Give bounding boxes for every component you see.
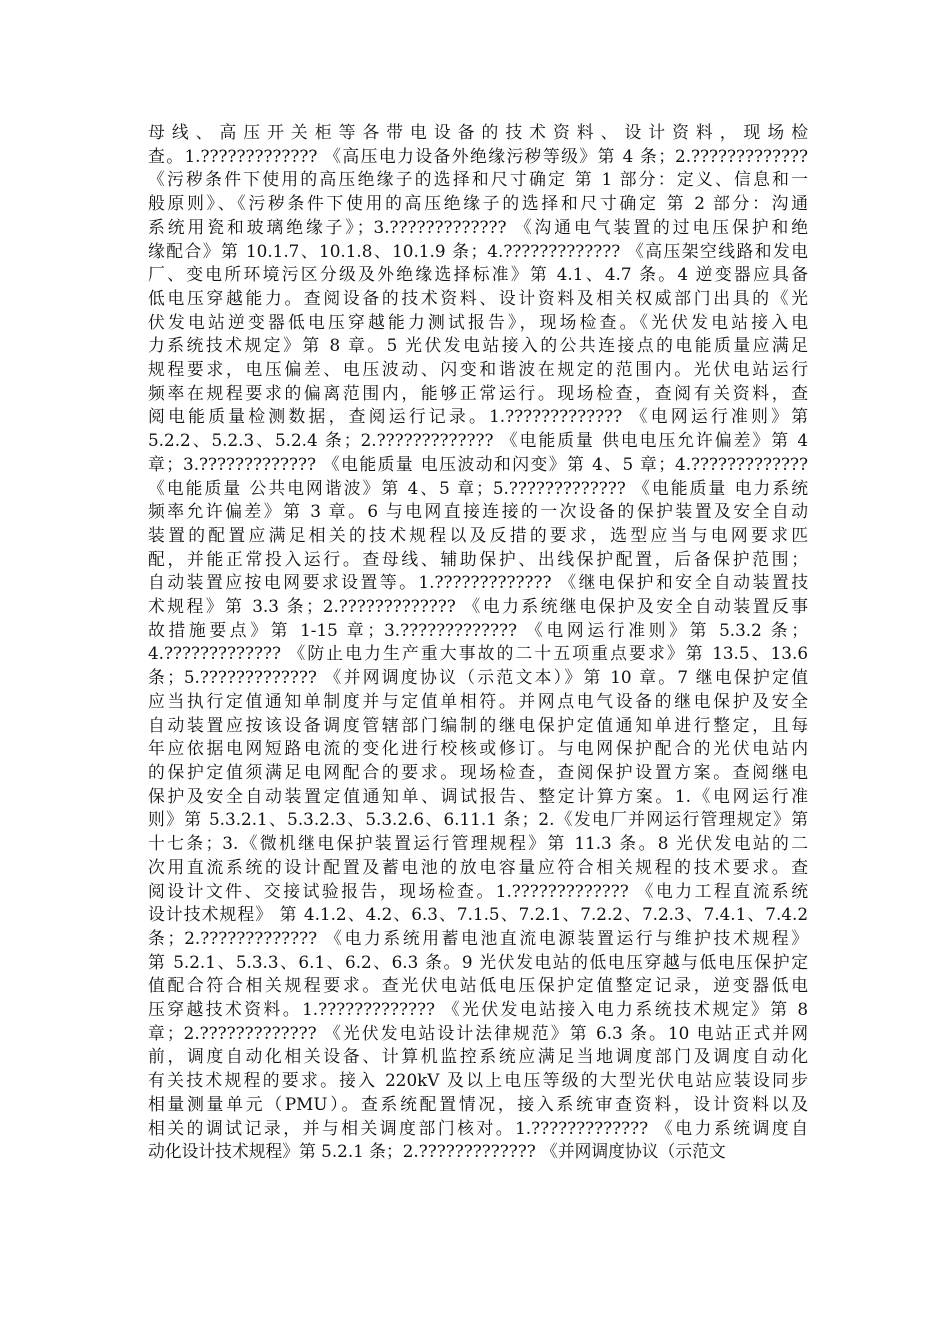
text-line: 频率允许偏差》第 3 章。6 与电网直接连接的一次设备的保护装置及安全自动 bbox=[148, 501, 808, 522]
text-line: 4.????????????? 《防止电力生产重大事故的二十五项重点要求》第 13.5、13.6 bbox=[148, 643, 808, 664]
text-line: 压穿越技术资料。1.????????????? 《光伏发电站接入电力系统技术规定》第 8 bbox=[148, 999, 808, 1020]
text-line: 自动装置应按该设备调度管辖部门编制的继电保护定值通知单进行整定，且每 bbox=[148, 714, 808, 735]
text-line: 年应依据电网短路电流的变化进行校核或修订。与电网保护配合的光伏电站内 bbox=[148, 738, 808, 759]
text-line: 《污秽条件下使用的高压绝缘子的选择和尺寸确定 第 1 部分：定义、信息和一 bbox=[148, 169, 808, 190]
text-line: 装置的配置应满足相关的技术规程以及反措的要求，选型应当与电网要求匹 bbox=[148, 524, 808, 545]
text-line: 自动装置应按电网要求设置等。1.????????????? 《继电保护和安全自动装置技 bbox=[148, 572, 808, 593]
text-line: 伏发电站逆变器低电压穿越能力测试报告》，现场检查。《光伏发电站接入电 bbox=[148, 311, 808, 332]
text-line: 相关的调试记录，并与相关调度部门核对。1.????????????? 《电力系统调度自 bbox=[148, 1117, 808, 1138]
text-line: 值配合符合相关规程要求。查光伏电站低电压保护定值整定记录，逆变器低电 bbox=[148, 975, 808, 996]
text-line: 母线、高压开关柜等各带电设备的技术资料、设计资料，现场检 bbox=[148, 122, 808, 142]
text-line: 阅设计文件、交接试验报告，现场检查。1.????????????? 《电力工程直流系统 bbox=[148, 880, 808, 901]
text-line: 力系统技术规定》第 8 章。5 光伏发电站接入的公共连接点的电能质量应满足 bbox=[148, 335, 808, 356]
text-line: 相量测量单元（PMU）。查系统配置情况，接入系统审查资料，设计资料以及 bbox=[148, 1093, 808, 1114]
text-line: 前，调度自动化相关设备、计算机监控系统应满足当地调度部门及调度自动化 bbox=[148, 1046, 808, 1067]
text-line: 频率在规程要求的偏离范围内，能够正常运行。现场检查，查阅有关资料，查 bbox=[148, 382, 808, 403]
text-line: 5.2.2、5.2.3、5.2.4 条；2.????????????? 《电能质量 供电电压允许偏差》第 4 bbox=[148, 430, 808, 451]
text-line: 般原则》、《污秽条件下使用的高压绝缘子的选择和尺寸确定 第 2 部分：沟通 bbox=[148, 193, 808, 214]
text-line: 术规程》第 3.3 条；2.????????????? 《电力系统继电保护及安全自动装置反事 bbox=[148, 596, 808, 617]
text-line: 保护及安全自动装置定值通知单、调试报告、整定计算方案。1.《电网运行准 bbox=[148, 785, 808, 806]
text-line: 章；2.????????????? 《光伏发电站设计法律规范》第 6.3 条。10 电站正式并网 bbox=[148, 1022, 808, 1043]
text-line: 系统用瓷和玻璃绝缘子》；3.????????????? 《沟通电气装置的过电压保护和绝 bbox=[148, 216, 808, 237]
text-line: 有关技术规程的要求。接入 220kV 及以上电压等级的大型光伏电站应装设同步 bbox=[148, 1070, 808, 1091]
text-line: 第 5.2.1、5.3.3、6.1、6.2、6.3 条。9 光伏发电站的低电压穿越与低电压保护定 bbox=[148, 951, 808, 972]
text-line: 设计技术规程》 第 4.1.2、4.2、6.3、7.1.5、7.2.1、7.2.2、7.2.3、7.4.1、7.4.2 bbox=[148, 904, 808, 925]
text-line: 章；3.????????????? 《电能质量 电压波动和闪变》第 4、5 章；4.????????????? bbox=[148, 453, 808, 474]
text-line: 低电压穿越能力。查阅设备的技术资料、设计资料及相关权威部门出具的《光 bbox=[148, 287, 808, 308]
text-line: 应当执行定值通知单制度并与定值单相符。并网点电气设备的继电保护及安全 bbox=[148, 690, 808, 711]
document-body bbox=[148, 121, 808, 1164]
text-line: 查。1.????????????? 《高压电力设备外绝缘污秽等级》第 4 条；2.????????????? bbox=[148, 145, 808, 166]
text-line: 条；2.????????????? 《电力系统用蓄电池直流电源装置运行与维护技术规程》 bbox=[148, 927, 808, 948]
text-line: 十七条；3.《微机继电保护装置运行管理规程》第 11.3 条。8 光伏发电站的二 bbox=[148, 833, 808, 854]
text-line: 《电能质量 公共电网谐波》第 4、5 章；5.????????????? 《电能质量 电力系统 bbox=[148, 477, 808, 498]
text-line: 动化设计技术规程》第 5.2.1 条；2.????????????? 《并网调度协议（示范文 bbox=[148, 1141, 726, 1162]
text-line: 阅电能质量检测数据，查阅运行记录。1.????????????? 《电网运行准则》第 bbox=[148, 406, 808, 427]
text-line: 次用直流系统的设计配置及蓄电池的放电容量应符合相关规程的技术要求。查 bbox=[148, 856, 808, 877]
text-line: 的保护定值须满足电网配合的要求。现场检查，查阅保护设置方案。查阅继电 bbox=[148, 761, 808, 782]
text-line: 条；5.????????????? 《并网调度协议（示范文本）》第 10 章。7 继电保护定值 bbox=[148, 667, 808, 688]
text-line: 故措施要点》第 1-15 章；3.????????????? 《电网运行准则》第 5.3.2 条； bbox=[148, 619, 808, 640]
text-line: 厂、变电所环境污区分级及外绝缘选择标准》第 4.1、4.7 条。4 逆变器应具备 bbox=[148, 264, 808, 285]
text-line: 缘配合》第 10.1.7、10.1.8、10.1.9 条；4.????????????? 《高压架空线路和发电 bbox=[148, 240, 808, 261]
text-line: 配，并能正常投入运行。查母线、辅助保护、出线保护配置，后备保护范围； bbox=[148, 548, 808, 569]
text-line: 规程要求，电压偏差、电压波动、闪变和谐波在规定的范围内。光伏电站运行 bbox=[148, 359, 808, 380]
text-line: 则》第 5.3.2.1、5.3.2.3、5.3.2.6、6.11.1 条；2.《发电厂并网运行管理规定》第 bbox=[148, 809, 808, 830]
